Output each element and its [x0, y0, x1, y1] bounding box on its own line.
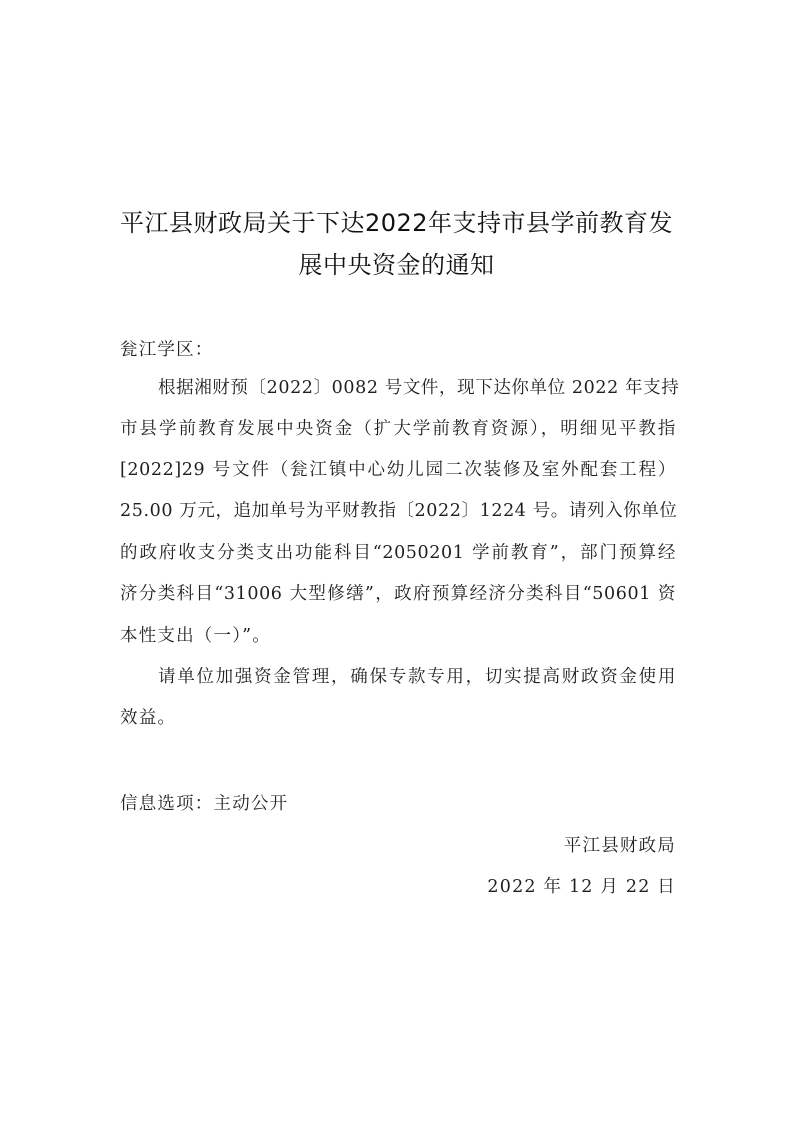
info-option: 信息选项：主动公开 — [120, 794, 289, 814]
salutation: 瓮江学区： — [120, 340, 214, 360]
paragraph-1-line-1: 根据湘财预〔2022〕0082 号文件，现下达你单位 2022 年支持 — [158, 378, 680, 398]
paragraph-1-line-3: [2022]29 号文件（瓮江镇中心幼儿园二次装修及室外配套工程） — [120, 460, 676, 480]
paragraph-2-line-1: 请单位加强资金管理，确保专款专用，切实提高财政资金使用 — [158, 667, 676, 687]
paragraph-1-line-6: 济分类科目“31006 大型修缮”，政府预算经济分类科目“50601 资 — [120, 584, 676, 604]
document-title-line-2: 展中央资金的通知 — [298, 251, 495, 279]
paragraph-1-line-7: 本性支出（一）”。 — [120, 626, 271, 646]
signature: 平江县财政局 — [563, 836, 676, 856]
document-title-line-1: 平江县财政局关于下达2022年支持市县学前教育发 — [119, 209, 674, 237]
paragraph-2-line-2: 效益。 — [120, 708, 177, 728]
paragraph-1-line-2: 市县学前教育发展中央资金（扩大学前教育资源），明细见平教指 — [120, 419, 676, 439]
paragraph-1-line-5: 的政府收支分类支出功能科目“2050201 学前教育”，部门预算经 — [120, 543, 676, 563]
paragraph-1-line-4: 25.00 万元，追加单号为平财教指〔2022〕1224 号。请列入你单位 — [120, 501, 678, 521]
document-date: 2022 年 12 月 22 日 — [487, 877, 676, 897]
